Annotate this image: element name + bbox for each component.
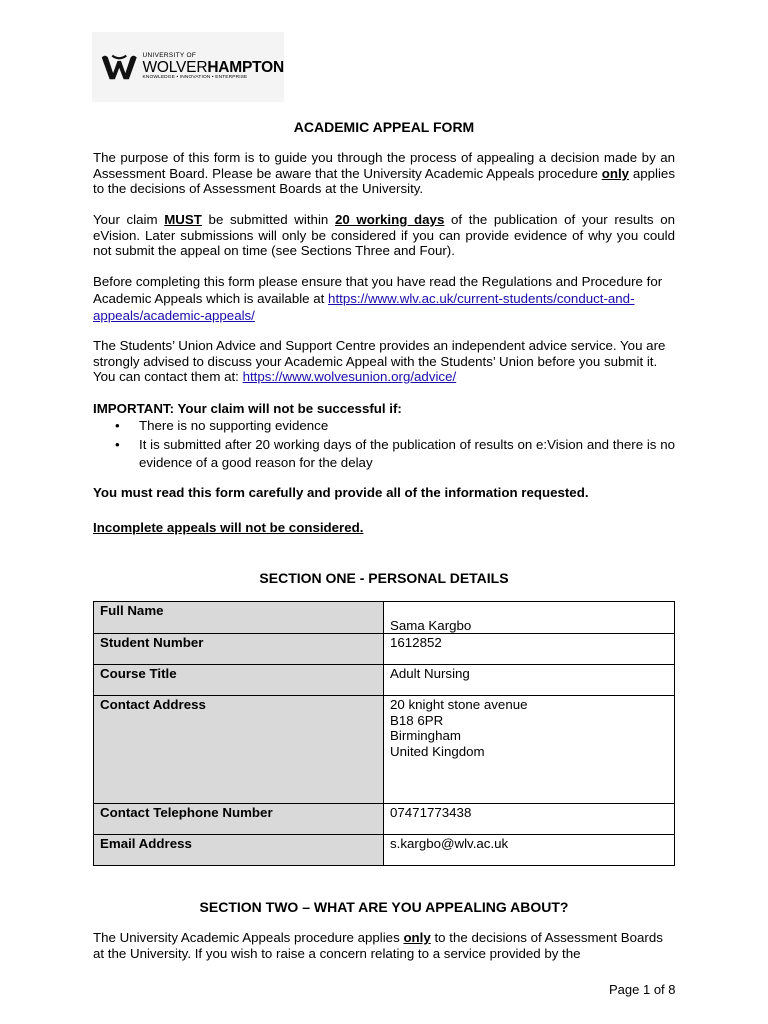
address-line: United Kingdom (390, 743, 485, 759)
logo-tagline: KNOWLEDGE • INNOVATION • ENTERPRISE (142, 75, 248, 81)
incomplete-text: Incomplete appeals will not be considered. (93, 520, 364, 535)
intro-p2-text-c: be submitted within (201, 212, 335, 227)
full-name-cell (384, 602, 675, 634)
section-one-title: SECTION ONE - PERSONAL DETAILS (259, 570, 509, 586)
section-two-text-c: to the decisions of Assessment Boards at the University. If you wish to raise a concern relating to a service provided by the (93, 930, 663, 961)
intro-p2-text-e: of the publication of your results on eVision. Later submissions will only be considered if you can provide evidence of why you could not submit the appeal on time (see Sections Three and Four). (93, 212, 675, 259)
intro-p1-only: only (601, 165, 630, 181)
course-title-value: Adult Nursing (384, 665, 675, 696)
email-label: Email Address (94, 835, 384, 866)
course-title-label: Course Title (94, 665, 384, 696)
intro-p2-text-a: Your claim (93, 212, 165, 227)
address-line: Birmingham (390, 728, 461, 744)
table-row (94, 696, 675, 804)
regulations-link[interactable]: https://www.wlv.ac.uk/current-students/conduct-and-appeals/academic-appeals/ (93, 290, 635, 323)
must-read-text: You must read this form carefully and provide all of the information requested. (93, 485, 589, 500)
full-name-value: Sama Kargbo (390, 618, 472, 633)
table-row (94, 634, 675, 665)
intro-p3-text: Before completing this form please ensure that you have read the Regulations and Procedure for Academic Appeals which is available at (93, 274, 663, 306)
logo-line-2a: WOLVER (142, 58, 208, 76)
logo-line-2 (142, 60, 284, 76)
section-two-title: SECTION TWO – WHAT ARE YOU APPEALING ABOUT? (199, 899, 569, 915)
intro-p4-text: The Students’ Union Advice and Support Centre provides an independent advice service. You are strongly advised to discuss your Academic Appeal with the Students’ Union before you submit it. You can contact them at: (93, 338, 666, 385)
university-logo (92, 32, 284, 102)
important-list (93, 417, 675, 473)
section-two-only: only (403, 930, 431, 945)
bullet-icon: • (115, 436, 120, 452)
intro-p2-working-days: 20 working days (334, 212, 445, 227)
logo-line-1: UNIVERSITY OF (142, 52, 197, 60)
intro-paragraph-3 (93, 274, 675, 324)
student-number-label: Student Number (94, 634, 384, 665)
full-name-label: Full Name (94, 602, 384, 634)
contact-address-value (384, 696, 675, 804)
telephone-label: Contact Telephone Number (94, 804, 384, 835)
important-heading: IMPORTANT: Your claim will not be successful if: (93, 401, 402, 416)
must-read-notice (93, 485, 675, 501)
intro-paragraph-4 (93, 338, 675, 385)
student-number-value: 1612852 (384, 634, 675, 665)
important-item-text: There is no supporting evidence (139, 418, 329, 433)
section-two-text-a: The University Academic Appeals procedure applies (93, 930, 404, 945)
important-item-text: It is submitted after 20 working days of the publication of results on e:Vision and there is no evidence of a good reason for the delay (139, 436, 675, 470)
incomplete-notice (93, 520, 675, 536)
students-union-link[interactable]: https://www.wolvesunion.org/advice/ (242, 369, 457, 385)
contact-address-label: Contact Address (94, 696, 384, 804)
intro-p1-text-c: applies to the decisions of Assessment Boards at the University. (93, 165, 675, 197)
section-two-paragraph (93, 930, 675, 961)
logo-wordmark (142, 53, 284, 81)
important-item (93, 436, 675, 473)
important-block (93, 400, 675, 473)
address-line: B18 6PR (390, 712, 444, 728)
address-line: 20 knight stone avenue (390, 697, 528, 713)
page-number: Page 1 of 8 (609, 982, 676, 997)
email-value: s.kargbo@wlv.ac.uk (384, 835, 675, 866)
intro-paragraph-1 (93, 150, 675, 197)
intro-p1-text-a: The purpose of this form is to guide you through the process of appealing a decision made by an Assessment Board. Please be aware that the University Academic Appeals procedure (93, 150, 675, 181)
logo-line-2b: HAMPTON (207, 58, 284, 76)
form-title: ACADEMIC APPEAL FORM (293, 119, 475, 135)
intro-p2-must: MUST (164, 212, 202, 227)
important-item (93, 417, 675, 436)
table-row (94, 835, 675, 866)
table-row (94, 804, 675, 835)
telephone-value: 07471773438 (384, 804, 675, 835)
intro-paragraph-2 (93, 212, 675, 259)
wolverhampton-logo-icon (100, 50, 138, 84)
bullet-icon: • (115, 418, 120, 433)
table-row (94, 665, 675, 696)
table-row (94, 602, 675, 634)
personal-details-table (93, 601, 675, 866)
